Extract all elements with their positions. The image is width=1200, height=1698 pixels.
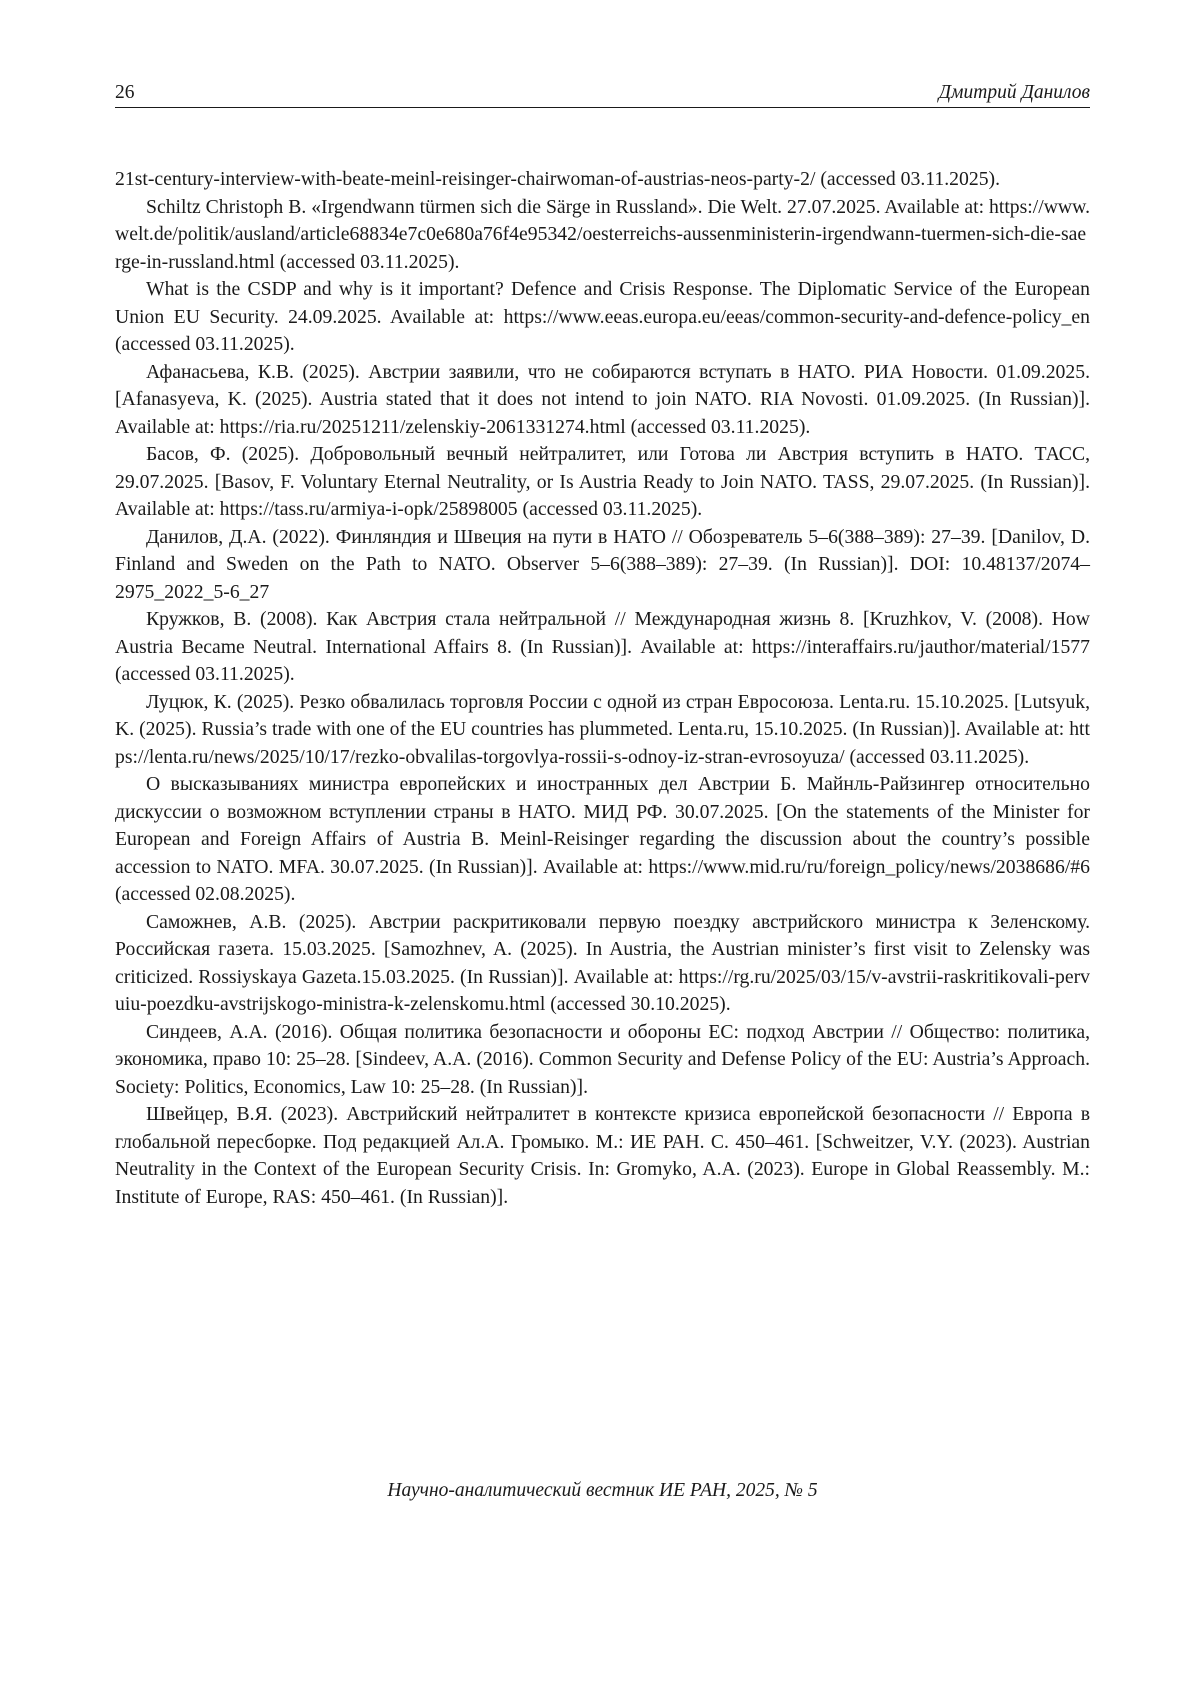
reference-text: Луцюк, К. (2025). Резко обвалилась торговля России с одной из стран Евросоюза. Lenta.ru. 15.10.2025. [Lutsyuk, K. (2025). Russia’s trade with one of the EU countries has plummeted. Lenta.ru, 15.10.2025. (In Russian)]. Available at: [115,690,1090,740]
reference-accessed: (accessed 03.11.2025). [815,168,1001,190]
reference-entry [115,276,1090,359]
reference-url: https://ria.ru/20251211/zelenskiy-2061331274.html [219,415,626,438]
reference-accessed: (accessed 03.11.2025). [115,333,295,355]
reference-list [115,166,1090,1211]
reference-accessed: (accessed 03.11.2025). [625,415,811,438]
reference-text: What is the CSDP and why is it important? Defence and Crisis Response. The Diplomatic Service of the European Union EU Security. 24.09.2025. Available at: [115,278,1090,328]
reference-entry [115,1101,1090,1211]
reference-entry [115,909,1090,1019]
reference-text: Schiltz Christoph B. «Irgendwann türmen sich die Särge in Russland». Die Welt. 27.07.2025. Available at: [146,195,989,218]
reference-url: https://lenta.ru/news/2025/10/17/rezko-obvalilas-torgovlya-rossii-s-odnoy-iz-stran-evrosoyuza/ [115,718,1090,768]
reference-text: Афанасьева, К.В. (2025). Австрии заявили, что не собираются вступать в НАТО. РИА Новости. 01.09.2025. [Afanasyeva, K. (2025). Austria stated that it does not intend to join NATO. RIA Novosti. 01.09.2025. (In Russian)]. Available at: [115,360,1090,438]
reference-entry [115,689,1090,772]
page [115,82,1090,1211]
reference-entry [115,441,1090,524]
reference-accessed: (accessed 02.08.2025). [115,883,296,905]
reference-entry [115,194,1090,277]
reference-accessed: (accessed 03.11.2025). [115,663,295,685]
reference-entry [115,771,1090,909]
running-footer-journal: Научно-аналитический вестник ИЕ РАН, 2025, № 5 [387,1480,818,1501]
reference-text: Саможнев, А.В. (2025). Австрии раскритиковали первую поездку австрийского министра к Зеленскому. Российская газета. 15.03.2025. [Samozhnev, A. (2025). In Austria, the Austrian minister’s first visit to Zelensky was criticized. Rossiyskaya Gazeta.15.03.2025. (In Russian)]. Available at: [115,910,1090,988]
reference-accessed: (accessed 03.11.2025). [844,745,1030,768]
reference-url: https://rg.ru/2025/03/15/v-avstrii-raskritikovali-pervuiu-poezdku-avstrijskogo-ministra-k-zelenskomu.html [115,965,1090,1015]
reference-url: 21st-century-interview-with-beate-meinl-reisinger-chairwoman-of-austrias-neos-party-2/ [115,168,816,190]
reference-accessed: (accessed 03.11.2025). [517,498,703,520]
reference-url: https://www.eeas.europa.eu/eeas/common-security-and-defence-policy_en [503,305,1090,328]
reference-text: Синдеев, А.А. (2016). Общая политика безопасности и обороны ЕС: подход Австрии // Общество: политика, экономика, право 10: 25–28. [Sindeev, A.A. (2016). Common Security and Defense Policy of the EU: Austria’s Approach. Society: Politics, Economics, Law 10: 25–28. (In Russian)]. [115,1020,1090,1098]
reference-text: Басов, Ф. (2025). Добровольный вечный нейтралитет, или Готова ли Австрия вступить в НАТО. ТАСС, 29.07.2025. [Basov, F. Voluntary Eternal Neutrality, or Is Austria Ready to Join NATO. TASS, 29.07.2025. (In Russian)]. Available at: [115,443,1090,520]
reference-entry [115,524,1090,607]
reference-text: Данилов, Д.А. (2022). Финляндия и Швеция на пути в НАТО // Обозреватель 5–6(388–389): 27–39. [Danilov, D. Finland and Sweden on the Path to NATO. Observer 5–6(388–389): 27–39. (In Russian)]. DOI: 10.48137/2074–2975_2022_5-6_27 [115,525,1090,603]
reference-entry [115,1019,1090,1102]
page-number: 26 [115,82,135,103]
reference-text: Швейцер, В.Я. (2023). Австрийский нейтралитет в контексте кризиса европейской безопасности // Европа в глобальной пересборке. Под редакцией Ал.А. Громыко. М.: ИЕ РАН. С. 450–461. [Schweitzer, V.Y. (2023). Austrian Neutrality in the Context of the European Security Crisis. In: Gromyko, A.A. (2023). Europe in Global Reassembly. M.: Institute of Europe, RAS: 450–461. (In Russian)]. [115,1103,1090,1208]
reference-text: Кружков, В. (2008). Как Австрия стала нейтральной // Международная жизнь 8. [Kruzhkov, V. (2008). How Austria Became Neutral. International Affairs 8. (In Russian)]. Available at: [115,608,1090,658]
reference-url: https://www.welt.de/politik/ausland/article68834e7c0e680a76f4e95342/oesterreichs-aussenministerin-irgendwann-tuermen-sich-die-saerge-in-russland.html [115,195,1090,273]
running-header-author: Дмитрий Данилов [938,82,1090,103]
reference-accessed: (accessed 30.10.2025). [545,993,731,1015]
reference-entry [115,359,1090,442]
reference-url: https://interaffairs.ru/jauthor/material/1577 [751,635,1090,658]
reference-entry [115,166,1090,194]
running-header [115,82,1090,108]
reference-url: https://tass.ru/armiya-i-opk/25898005 [219,498,518,520]
reference-accessed: (accessed 03.11.2025). [274,250,460,273]
reference-entry [115,606,1090,689]
reference-text: О высказываниях министра европейских и иностранных дел Австрии Б. Майнль-Райзингер относительно дискуссии о возможном вступлении страны в НАТО. МИД РФ. 30.07.2025. [On the statements of the Minister for European and Foreign Affairs of Austria B. Meinl-Reisinger regarding the discussion about the country’s possible accession to NATO. MFA. 30.07.2025. (In Russian)]. Available at: [115,773,1090,878]
reference-url: https://www.mid.ru/ru/foreign_policy/news/2038686/#6 [648,855,1090,878]
